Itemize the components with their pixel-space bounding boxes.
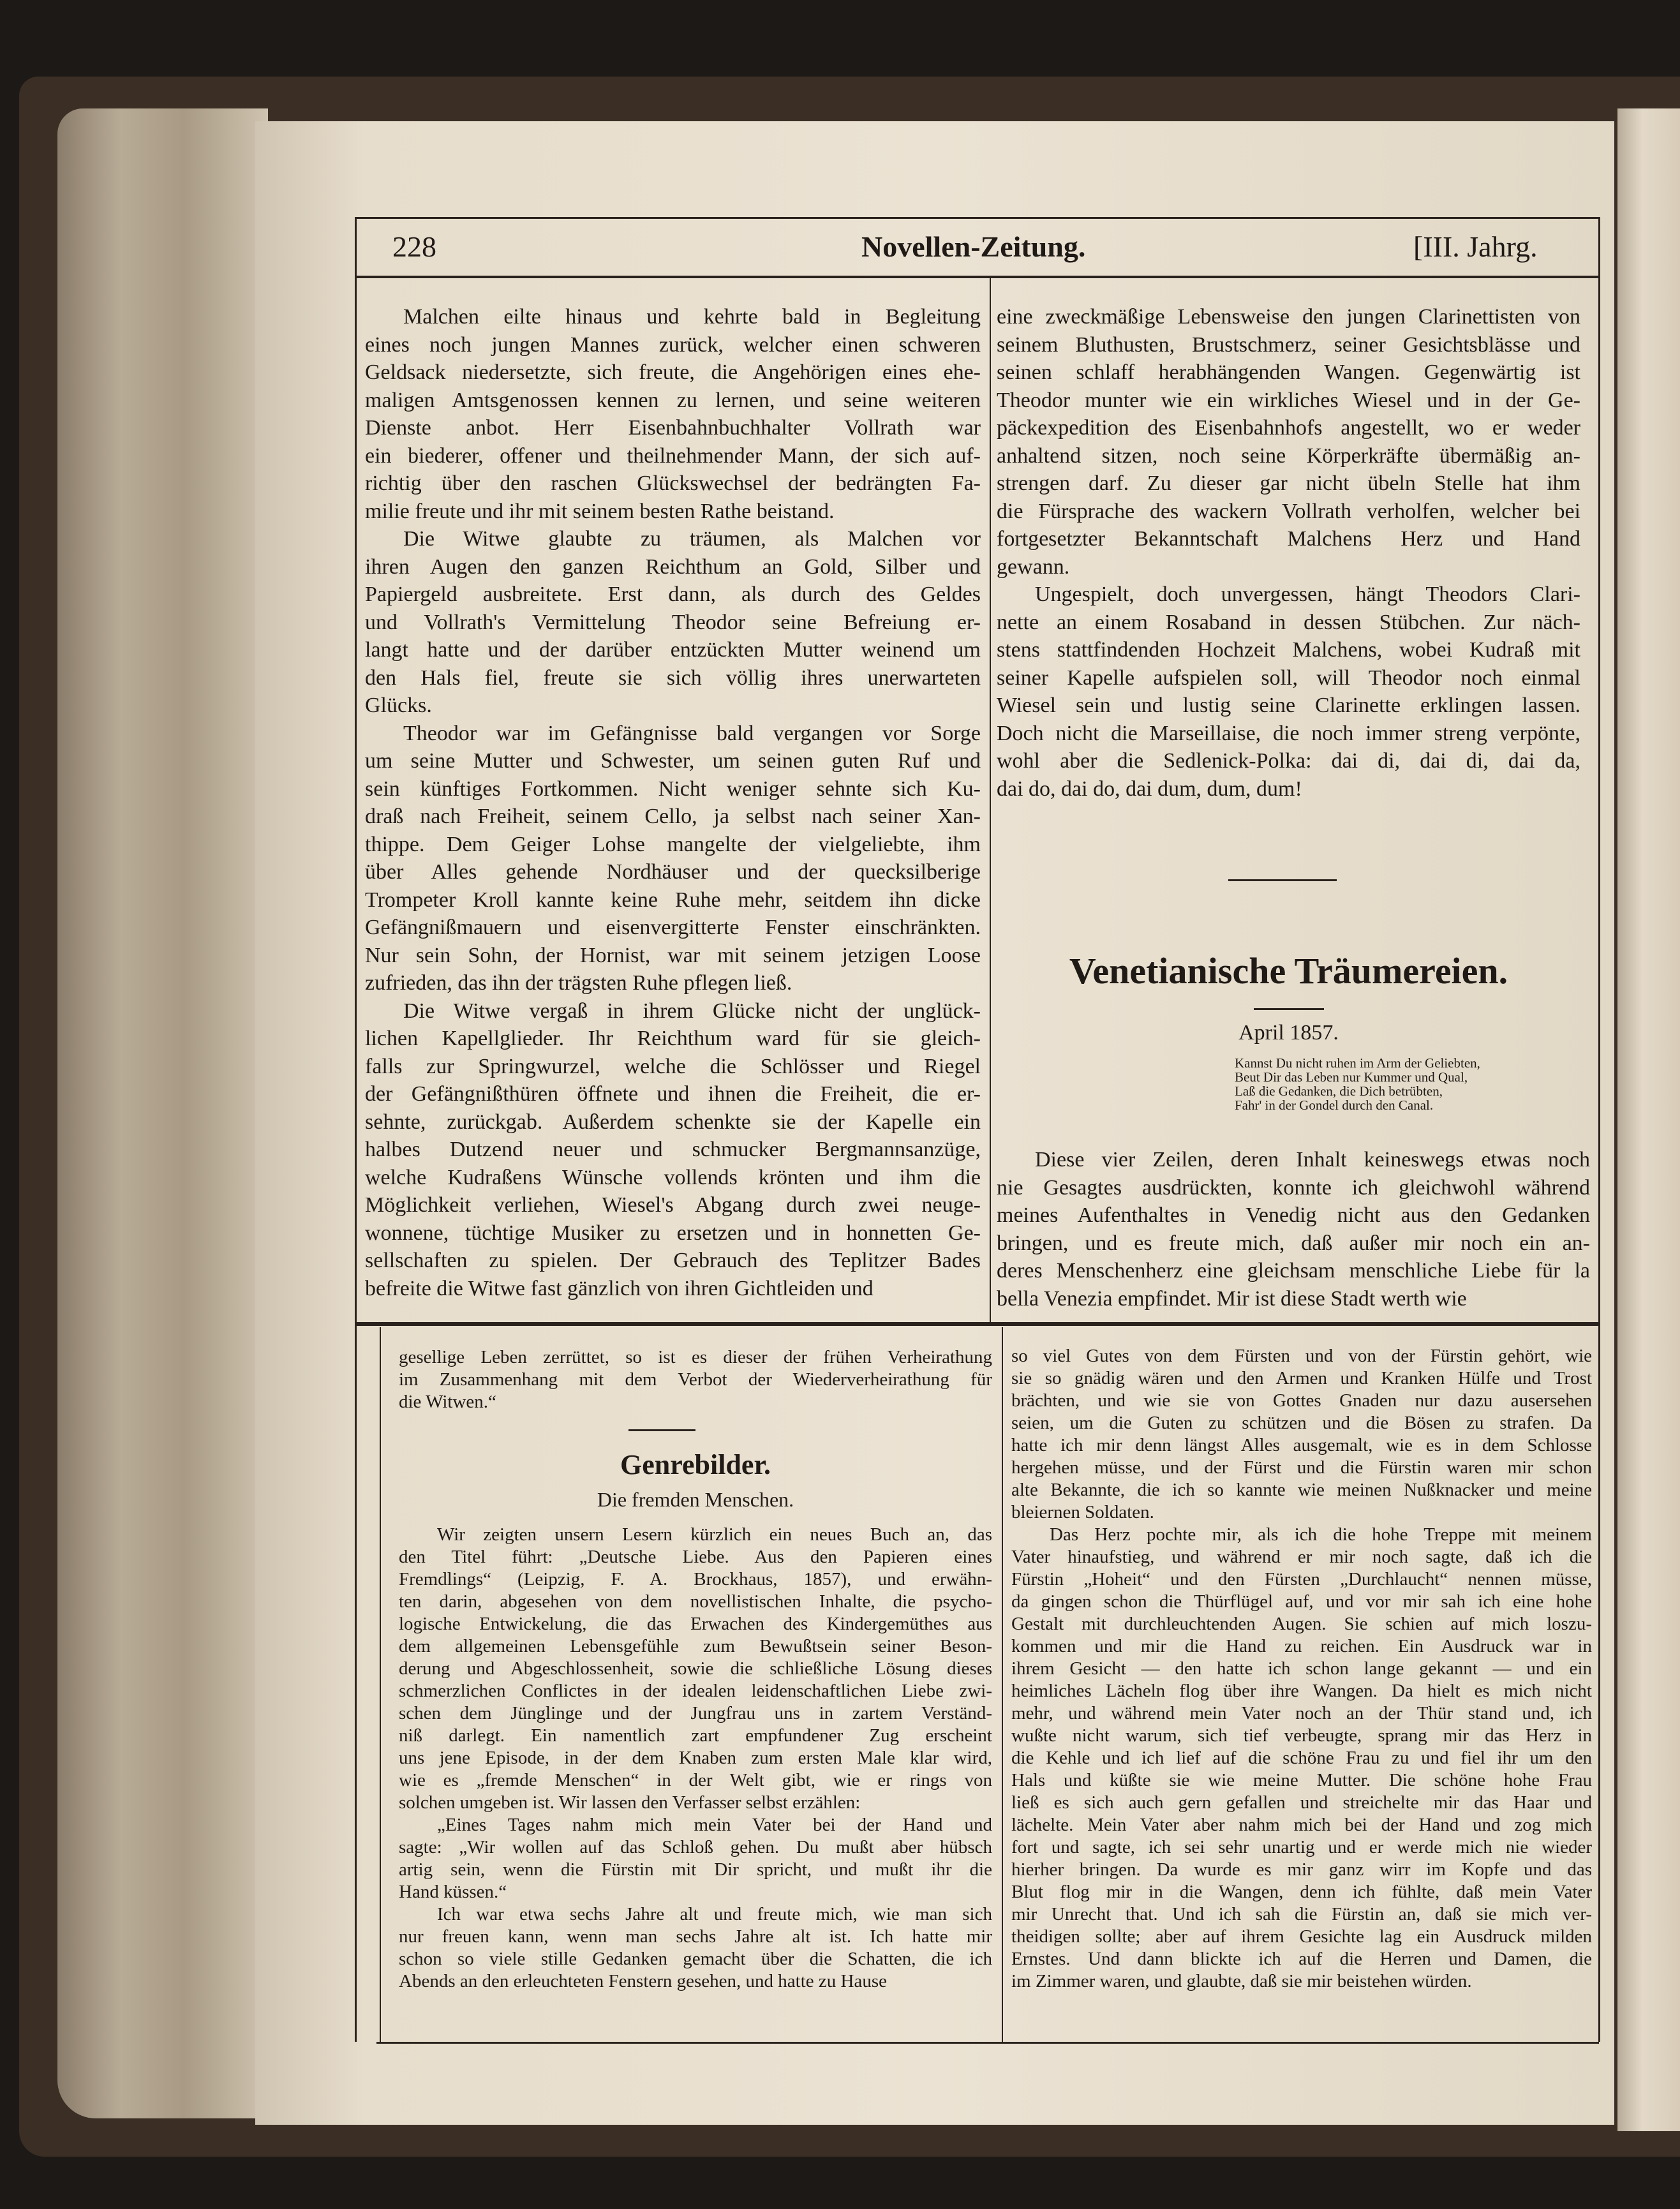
text-line: den Hals fiel, freute sie sich völlig ihres unerwarteten bbox=[365, 666, 981, 690]
text-line: uns jene Episode, in der dem Knaben zum ersten Male klar wird, bbox=[399, 1748, 992, 1768]
text-line: sein künftiges Fortkommen. Nicht weniger sehnte sich Ku- bbox=[365, 777, 981, 801]
header-bottom-rule bbox=[355, 276, 1599, 278]
genre-subtitle: Die fremden Menschen. bbox=[597, 1488, 794, 1511]
text-line: da gingen schon die Thürflügel auf, und vor mir sah ich eine hohe bbox=[1011, 1591, 1592, 1612]
text-line: nette an einem Rosaband in dessen Stübchen. Zur näch- bbox=[997, 610, 1580, 634]
text-line: Das Herz pochte mir, als ich die hohe Treppe mit meinem bbox=[1050, 1524, 1592, 1545]
venice-body bbox=[997, 1146, 1590, 1313]
text-line: Dienste anbot. Herr Eisenbahnbuchhalter Vollrath war bbox=[365, 416, 981, 440]
text-line: hergehen müsse, und der Fürst und die Fürstin waren mir schon bbox=[1011, 1457, 1592, 1478]
text-line: Glücks. bbox=[365, 694, 432, 717]
text-line: schmerzlichen Conflictes in der idealen leidenschaftlichen Liebe zwi- bbox=[399, 1681, 992, 1701]
text-line: Theodor munter wie ein wirkliches Wiesel und in der Ge- bbox=[997, 388, 1580, 412]
text-line: dai do, dai do, dai dum, dum, dum! bbox=[997, 777, 1302, 801]
genre-title: Genrebilder. bbox=[620, 1449, 771, 1480]
text-line: Theodor war im Gefängnisse bald vergangen vor Sorge bbox=[403, 721, 981, 745]
header-top-rule bbox=[355, 217, 1599, 219]
text-line: so viel Gutes von dem Fürsten und von der Fürstin gehört, wie bbox=[1011, 1346, 1592, 1366]
text-line: lächelte. Mein Vater aber nahm mich bei der Hand und zog mich bbox=[1011, 1815, 1592, 1835]
text-line: Doch nicht die Marseillaise, die noch immer streng verpönte, bbox=[997, 721, 1580, 745]
text-line: welche Kudraßens Wünsche vollends krönten und ihm die bbox=[365, 1165, 981, 1189]
text-line: thippe. Dem Geiger Lohse mangelte der vielgeliebte, ihm bbox=[365, 832, 981, 856]
text-line: Trompeter Kroll kannte keine Ruhe mehr, seitdem ihn dicke bbox=[365, 888, 981, 912]
text-line: Fürstin „Hoheit“ und den Fürsten „Durchlaucht“ nennen müsse, bbox=[1011, 1569, 1592, 1589]
text-line: eines noch jungen Mannes zurück, welcher einen schweren bbox=[365, 332, 981, 357]
text-line: Blut flog mir in die Wangen, denn ich fühlte, daß mein Vater bbox=[1011, 1882, 1592, 1902]
bottom-right-column bbox=[1011, 1345, 1592, 1993]
frame-left-rule bbox=[355, 217, 357, 2042]
text-line: befreite die Witwe fast gänzlich von ihren Gichtleiden und bbox=[365, 1276, 873, 1300]
text-line: über Alles gehende Nordhäuser und der quecksilberige bbox=[365, 860, 981, 884]
text-line: falls zur Springwurzel, welche die Schlösser und Riegel bbox=[365, 1054, 981, 1078]
text-line: sagte: „Wir wollen auf das Schloß gehen. Du mußt aber hübsch bbox=[399, 1837, 992, 1857]
text-line: gewann. bbox=[997, 554, 1070, 579]
column-divider-top bbox=[990, 278, 991, 1322]
text-line: Die Witwe vergaß in ihrem Glücke nicht der unglück- bbox=[403, 999, 981, 1023]
text-line: theidigen sollte; aber auf ihrem Gesichte lag ein Ausdruck milden bbox=[1011, 1926, 1592, 1947]
page-number: 228 bbox=[392, 230, 436, 263]
text-line: Vater hinaufstieg, und während er mir noch sagte, daß ich die bbox=[1011, 1547, 1592, 1567]
page-edges bbox=[57, 108, 268, 2118]
text-line: hierher bringen. Da wurde es mir ganz wirr im Kopfe und das bbox=[1011, 1859, 1592, 1880]
text-line: sellschaften zu spielen. Der Gebrauch des Teplitzer Bades bbox=[365, 1249, 981, 1272]
venice-title: Venetianische Träumereien. bbox=[1069, 950, 1508, 992]
text-line: die Witwen.“ bbox=[399, 1392, 496, 1412]
text-line: um seine Mutter und Schwester, um seinen guten Ruf und bbox=[365, 749, 981, 773]
top-left-column bbox=[365, 303, 981, 1302]
inner-left-rule bbox=[380, 1327, 381, 2042]
text-line: den Titel führt: „Deutsche Liebe. Aus den Papieren eines bbox=[399, 1547, 992, 1567]
text-line: die Kehle und ich lief auf die schöne Frau zu und fiel ihr um den bbox=[1011, 1748, 1592, 1768]
text-line: Fremdlings“ (Leipzig, F. A. Brockhaus, 1857), und erwähn- bbox=[399, 1569, 992, 1589]
text-line: Abends an den erleuchteten Fenstern gesehen, und hatte zu Hause bbox=[399, 1971, 888, 1991]
genre-body bbox=[399, 1524, 992, 1993]
title-underline bbox=[1254, 1008, 1324, 1010]
text-line: zufrieden, das ihn der trägsten Ruhe pflegen ließ. bbox=[365, 971, 792, 995]
section-divider bbox=[355, 1322, 1599, 1326]
text-line: milie freute und ihr mit seinem besten Rathe beistand. bbox=[365, 499, 835, 523]
text-line: Geldsack niedersetzte, sich freute, die Angehörigen eines ehe- bbox=[365, 361, 981, 384]
text-line: Ich war etwa sechs Jahre alt und freute mich, wie man sich bbox=[437, 1904, 992, 1924]
text-line: und Vollrath's Vermittelung Theodor seine Befreiung er- bbox=[365, 610, 981, 634]
epigraph bbox=[1235, 1056, 1592, 1112]
text-line: heimliches Lächeln flog über ihre Wangen. Da hielt es mich nicht bbox=[1011, 1681, 1592, 1701]
text-line: artig sein, wenn die Fürstin mit Dir spricht, und mußt ihr die bbox=[399, 1859, 992, 1880]
text-line: deres Menschenherz eine gleichsam menschliche Liebe für la bbox=[997, 1259, 1590, 1283]
text-line: dem allgemeinen Lebensgefühle zum Bewußtsein seiner Beson- bbox=[399, 1636, 992, 1656]
text-line: meines Aufenthaltes in Venedig nicht aus den Gedanken bbox=[997, 1203, 1590, 1227]
text-line: seinen schlaff herabhängenden Wangen. Gegenwärtig ist bbox=[997, 361, 1580, 384]
text-line: mir Unrecht that. Und ich sah die Fürstin an, daß sie mich ver- bbox=[1011, 1904, 1592, 1924]
text-line: Hals und küßte sie wie meine Mutter. Die schöne hohe Frau bbox=[1011, 1770, 1592, 1790]
text-line: Diese vier Zeilen, deren Inhalt keineswegs etwas noch bbox=[1035, 1148, 1590, 1171]
text-line: schon so viele stille Gedanken gemacht über die Schatten, die ich bbox=[399, 1949, 992, 1969]
text-line: Papiergeld ausbreitete. Erst dann, als durch des Geldes bbox=[365, 583, 981, 606]
text-line: ein biederer, offener und theilnehmender Mann, der sich auf- bbox=[365, 443, 981, 468]
volume-label: [III. Jahrg. bbox=[1413, 230, 1538, 263]
facing-page-edge bbox=[1617, 108, 1680, 2131]
text-line: Möglichkeit verliehen, Wiesel's Abgang durch zwei neuge- bbox=[365, 1193, 981, 1217]
text-line: fort und sagte, ich sei sehr unartig und er werde mich nie wieder bbox=[1011, 1837, 1592, 1857]
journal-title: Novellen-Zeitung. bbox=[861, 230, 1086, 263]
text-line: ihren Augen den ganzen Reichthum an Gold, Silber und bbox=[365, 554, 981, 579]
text-line: Fahr' in der Gondel durch den Canal. bbox=[1235, 1097, 1434, 1113]
text-line: derung und Abgeschlossenheit, sowie die schließliche Lösung dieses bbox=[399, 1658, 992, 1679]
text-line: mehr, und während mein Vater noch an der Thür stand und, ich bbox=[1011, 1703, 1592, 1723]
text-line: gesellige Leben zerrüttet, so ist es dieser der frühen Verheirathung bbox=[399, 1347, 992, 1367]
text-line: fortgesetzter Bekanntschaft Malchens Herz und Hand bbox=[997, 527, 1580, 551]
text-line: wie es „fremde Menschen“ in der Welt gibt, wie er rings von bbox=[399, 1770, 992, 1790]
text-line: bringen, und es freute mich, daß außer mir noch ein an- bbox=[997, 1231, 1590, 1255]
text-line: solchen umgeben ist. Wir lassen den Verfasser selbst erzählen: bbox=[399, 1792, 861, 1813]
text-line: der Gefängnißthüren öffnete und ihnen die Freiheit, die er- bbox=[365, 1082, 981, 1106]
text-line: stens stattfindenden Hochzeit Malchens, wobei Kudraß mit bbox=[997, 638, 1580, 662]
text-line: päckexpedition des Eisenbahnhofs angestellt, wo er weder bbox=[997, 416, 1580, 440]
text-line: die Fürsprache des wackern Vollrath verholfen, welcher bei bbox=[997, 499, 1580, 523]
text-line: Die Witwe glaubte zu träumen, als Malchen vor bbox=[403, 527, 981, 551]
text-line: Kannst Du nicht ruhen im Arm der Geliebten, bbox=[1235, 1055, 1480, 1071]
text-line: ihrem Gesicht — den hatte ich schon lange gekannt — und ein bbox=[1011, 1658, 1592, 1679]
text-line: anhaltend sitzen, noch seine Körperkräfte übermäßig an- bbox=[997, 443, 1580, 468]
text-line: eine zweckmäßige Lebensweise den jungen Clarinettisten von bbox=[997, 305, 1580, 329]
article-separator bbox=[1228, 879, 1337, 881]
top-right-column bbox=[997, 303, 1580, 803]
text-line: im Zusammenhang mit dem Verbot der Wiederverheirathung für bbox=[399, 1369, 992, 1390]
text-line: ten darin, abgesehen von dem novellistischen Inhalte, die psycho- bbox=[399, 1591, 992, 1612]
text-line: brächten, und wie sie von Gottes Gnaden nur dazu ausersehen bbox=[1011, 1390, 1592, 1411]
text-line: im Zimmer waren, und glaubte, daß sie mir beistehen würden. bbox=[1011, 1971, 1472, 1991]
text-line: niß darlegt. Ein namentlich zart empfundener Zug erscheint bbox=[399, 1725, 992, 1746]
text-line: Gefängnißmauern und eisenvergitterte Fenster einschränkten. bbox=[365, 916, 981, 939]
genre-separator bbox=[628, 1429, 695, 1431]
text-line: Wiesel sein und lustig seine Clarinette erklingen lassen. bbox=[997, 694, 1580, 717]
text-line: nur freuen kann, wenn man sechs Jahre alt ist. Ich hatte mir bbox=[399, 1926, 992, 1947]
text-line: schen dem Jünglinge und der Jungfrau uns in zartem Verständ- bbox=[399, 1703, 992, 1723]
bottom-left-intro bbox=[399, 1346, 992, 1413]
text-line: Gestalt mit durchleuchtenden Augen. Sie schien auf mich loszu- bbox=[1011, 1614, 1592, 1634]
text-line: seinem Bluthusten, Brustschmerz, seiner Gesichtsblässe und bbox=[997, 332, 1580, 357]
text-line: lichen Kapellglieder. Ihr Reichthum ward für sie gleich- bbox=[365, 1027, 981, 1050]
text-line: seien, um die Guten zu schützen und die Bösen zu strafen. Da bbox=[1011, 1413, 1592, 1433]
text-line: ließ es sich auch gern gefallen und streichelte mir das Haar und bbox=[1011, 1792, 1592, 1813]
text-line: langt hatte und der darüber entzückten Mutter weinend um bbox=[365, 638, 981, 662]
text-line: Wir zeigten unsern Lesern kürzlich ein neues Buch an, das bbox=[437, 1524, 992, 1545]
text-line: alte Bekannte, die ich so kannte wie meinen Nußknacker und meine bbox=[1011, 1480, 1592, 1500]
text-line: wußte nicht warum, sich tief verbeugte, sprang mir das Herz in bbox=[1011, 1725, 1592, 1746]
text-line: halbes Dutzend neuer und schmucker Bergmannsanzüge, bbox=[365, 1138, 981, 1161]
column-divider-bottom bbox=[1002, 1327, 1003, 2042]
venice-date: April 1857. bbox=[1238, 1021, 1339, 1045]
text-line: Ernstes. Und dann blickte ich auf die Herren und Damen, die bbox=[1011, 1949, 1592, 1969]
text-line: nie Gesagtes ausdrückten, konnte ich gleichwohl während bbox=[997, 1175, 1590, 1200]
text-line: Malchen eilte hinaus und kehrte bald in Begleitung bbox=[403, 305, 981, 329]
text-line: „Eines Tages nahm mich mein Vater bei der Hand und bbox=[437, 1815, 992, 1835]
text-line: kommen und mir die Hand zu reichen. Ein Ausdruck war in bbox=[1011, 1636, 1592, 1656]
text-line: bella Venezia empfindet. Mir ist diese Stadt werth wie bbox=[997, 1286, 1467, 1311]
text-line: sie so gnädig wären und den Armen und Kranken Hülfe und Trost bbox=[1011, 1368, 1592, 1388]
frame-bottom-rule bbox=[376, 2042, 1599, 2044]
text-line: seiner Kapelle aufspielen soll, will Theodor noch einmal bbox=[997, 666, 1580, 690]
text-line: Laß die Gedanken, die Dich betrübten, bbox=[1235, 1083, 1443, 1099]
text-line: Nur sein Sohn, der Hornist, war mit seinem jetzigen Loose bbox=[365, 943, 981, 967]
text-line: draß nach Freiheit, seinem Cello, ja selbst nach seiner Xan- bbox=[365, 805, 981, 828]
text-line: strengen darf. Zu dieser gar nicht übeln Stelle hat ihm bbox=[997, 472, 1580, 495]
text-line: Hand küssen.“ bbox=[399, 1882, 507, 1902]
text-line: logische Entwickelung, die das Erwachen des Kindergemüthes aus bbox=[399, 1614, 992, 1634]
text-line: richtig über den raschen Glückswechsel der bedrängten Fa- bbox=[365, 472, 981, 495]
text-line: wonnene, tüchtige Musiker zu ersetzen und in honnetten Ge- bbox=[365, 1221, 981, 1245]
text-line: bleiernen Soldaten. bbox=[1011, 1502, 1154, 1522]
text-line: sehnte, zurückgab. Außerdem schenkte sie der Kapelle ein bbox=[365, 1110, 981, 1134]
frame-right-rule bbox=[1598, 217, 1600, 2042]
text-line: Beut Dir das Leben nur Kummer und Qual, bbox=[1235, 1069, 1468, 1085]
text-line: Ungespielt, doch unvergessen, hängt Theodors Clari- bbox=[1035, 583, 1580, 606]
text-line: wohl aber die Sedlenick-Polka: dai di, dai di, dai da, bbox=[997, 749, 1580, 773]
text-line: maligen Amtsgenossen kennen zu lernen, und seine weiteren bbox=[365, 388, 981, 412]
text-line: hatte ich mir denn längst Alles ausgemalt, wie es in dem Schlosse bbox=[1011, 1435, 1592, 1455]
